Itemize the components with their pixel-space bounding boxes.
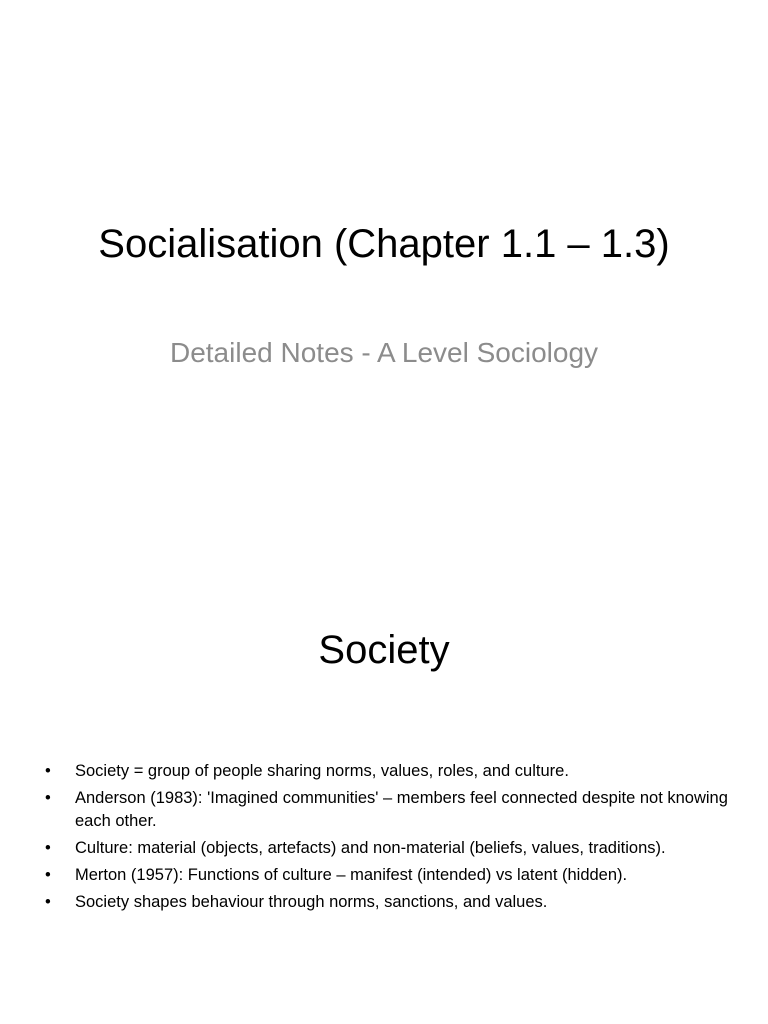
bullet-list: [45, 760, 735, 918]
bullet-item: [45, 891, 735, 914]
bullet-text: Culture: material (objects, artefacts) and non-material (beliefs, values, traditions).: [75, 839, 666, 857]
bullet-item: [45, 760, 735, 783]
bullet-text: Anderson (1983): 'Imagined communities' – members feel connected despite not knowing each other.: [75, 789, 728, 830]
bullet-text: Merton (1957): Functions of culture – manifest (intended) vs latent (hidden).: [75, 866, 628, 884]
bullet-dot-icon: •: [45, 762, 51, 780]
bullet-text: Society shapes behaviour through norms, sanctions, and values.: [75, 893, 548, 911]
bullet-dot-icon: •: [45, 789, 51, 807]
bullet-dot-icon: •: [45, 893, 51, 911]
bullet-item: [45, 864, 735, 887]
bullet-item: [45, 787, 735, 833]
content-slide-society: [0, 512, 768, 1024]
slide-title: Society: [318, 628, 450, 672]
bullet-dot-icon: •: [45, 839, 51, 857]
bullet-text: Society = group of people sharing norms, values, roles, and culture.: [75, 762, 569, 780]
presentation-title: Socialisation (Chapter 1.1 – 1.3): [98, 222, 670, 266]
presentation-subtitle: Detailed Notes - A Level Sociology: [169, 337, 599, 368]
bullet-item: [45, 837, 735, 860]
bullet-dot-icon: •: [45, 866, 51, 884]
